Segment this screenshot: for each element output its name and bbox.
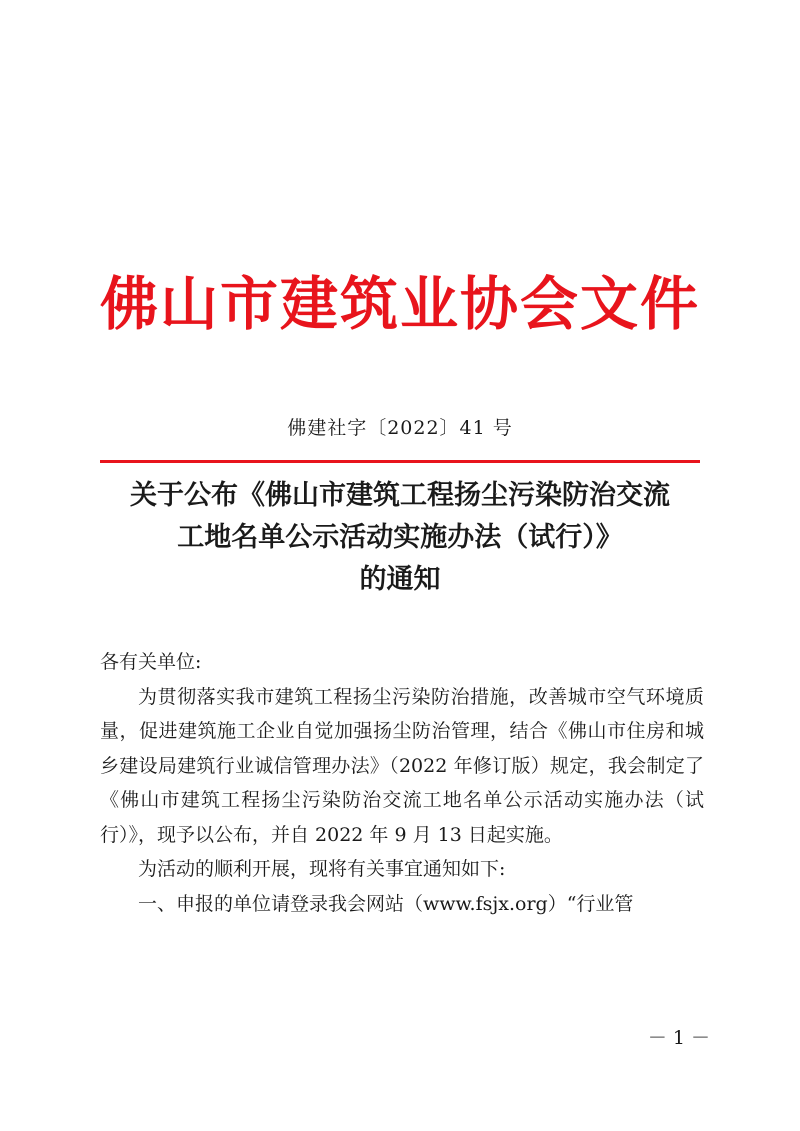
document-title — [100, 475, 700, 601]
title-line-2: 工地名单公示活动实施办法（试行）》 — [177, 522, 623, 553]
paragraph-3: 一、申报的单位请登录我会网站（www.fsjx.org）“行业管 — [138, 892, 634, 915]
paragraph-2: 为活动的顺利开展，现将有关事宜通知如下: — [138, 858, 506, 880]
document-body — [100, 645, 704, 921]
page-number: － 1 － — [647, 1027, 710, 1049]
title-line-3: 的通知 — [359, 564, 441, 595]
issuer-header: 佛山市建筑业协会文件 — [99, 270, 700, 338]
title-line-1: 关于公布《佛山市建筑工程扬尘污染防治交流 — [130, 480, 670, 511]
salutation: 各有关单位: — [100, 651, 202, 673]
red-divider-line — [100, 460, 700, 463]
paragraph-1: 为贯彻落实我市建筑工程扬尘污染防治措施，改善城市空气环境质量，促进建筑施工企业自觉加强扬尘防治管理，结合《佛山市住房和城乡建设局建筑行业诚信管理办法》（2022 年修订版）规定，我会制定了《佛山市建筑工程扬尘污染防治交流工地名单公示活动实施办法（试行）》，现予以公布，并自 2022 年 9 月 13 日起实施。 — [100, 685, 704, 846]
document-number: 佛建社字〔2022〕41 号 — [287, 417, 513, 439]
